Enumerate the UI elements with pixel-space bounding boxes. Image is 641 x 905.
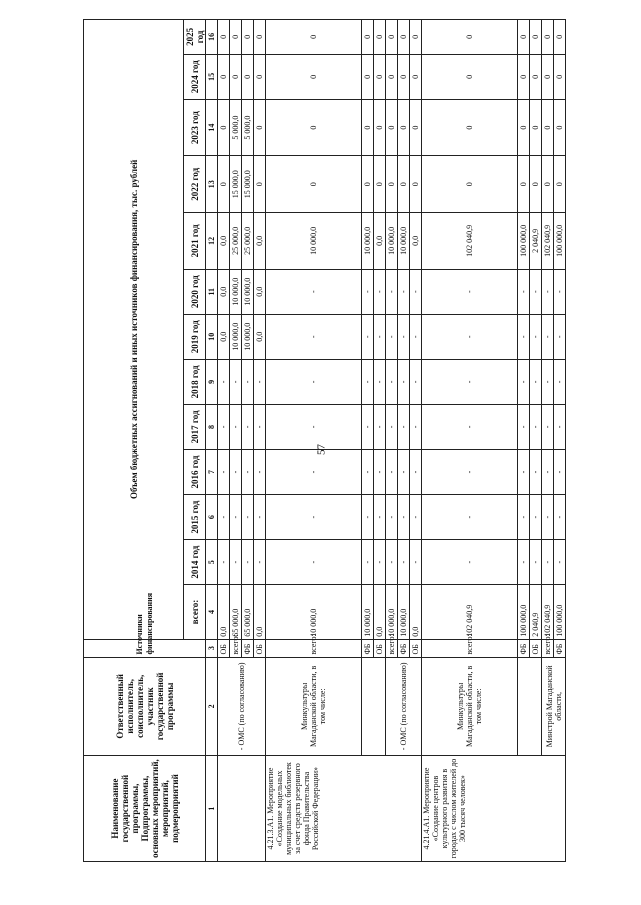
source-cell: всего: bbox=[542, 639, 554, 657]
year-value-cell: 0,0 bbox=[218, 213, 230, 270]
column-number: 14 bbox=[206, 99, 218, 156]
year-value-cell: 5 000,0 bbox=[230, 99, 242, 156]
year-value-cell: 0,0 bbox=[410, 213, 422, 270]
year-value-cell: - bbox=[386, 495, 398, 540]
year-value-cell: 0 bbox=[542, 99, 554, 156]
year-value-cell: - bbox=[410, 495, 422, 540]
column-number: 13 bbox=[206, 156, 218, 213]
year-value-cell: 0 bbox=[266, 156, 362, 213]
year-value-cell: 10 000,0 bbox=[230, 269, 242, 314]
column-number: 1 bbox=[206, 756, 218, 862]
year-value-cell: - bbox=[518, 449, 530, 494]
year-value-cell: 10 000,0 bbox=[242, 314, 254, 359]
year-value-cell: - bbox=[386, 314, 398, 359]
year-value-cell: - bbox=[386, 449, 398, 494]
year-value-cell: - bbox=[266, 449, 362, 494]
year-value-cell: - bbox=[218, 449, 230, 494]
year-value-cell: - bbox=[398, 495, 410, 540]
source-cell: ФБ bbox=[398, 639, 410, 657]
year-value-cell: 0 bbox=[230, 54, 242, 99]
year-value-cell: 0 bbox=[518, 99, 530, 156]
year-value-cell: - bbox=[230, 449, 242, 494]
year-value-cell: - bbox=[530, 314, 542, 359]
year-value-cell: - bbox=[398, 540, 410, 585]
year-value-cell: - bbox=[422, 540, 518, 585]
year-value-cell: 10 000,0 bbox=[242, 269, 254, 314]
year-value-cell: - bbox=[266, 269, 362, 314]
year-value-cell: - bbox=[230, 359, 242, 404]
total-cell: 0,0 bbox=[254, 585, 266, 640]
year-value-cell: - bbox=[266, 404, 362, 449]
year-value-cell: - bbox=[422, 404, 518, 449]
source-cell: всего: bbox=[230, 639, 242, 657]
year-value-cell: - bbox=[554, 269, 566, 314]
column-number: 7 bbox=[206, 449, 218, 494]
column-number: 6 bbox=[206, 495, 218, 540]
executor-cell: - ОМС (по согласованию) bbox=[386, 657, 422, 756]
year-value-cell: 0 bbox=[254, 156, 266, 213]
year-value-cell: - bbox=[266, 314, 362, 359]
total-cell: 0,0 bbox=[410, 585, 422, 640]
year-value-cell: - bbox=[554, 359, 566, 404]
year-value-cell: - bbox=[374, 269, 386, 314]
source-cell: ФБ bbox=[242, 639, 254, 657]
year-value-cell: - bbox=[230, 404, 242, 449]
column-number: 2 bbox=[206, 657, 218, 756]
year-value-cell: - bbox=[254, 495, 266, 540]
year-value-cell: 0 bbox=[242, 54, 254, 99]
column-number: 15 bbox=[206, 54, 218, 99]
year-value-cell: - bbox=[542, 495, 554, 540]
total-cell: 10 000,0 bbox=[398, 585, 410, 640]
year-value-cell: 0 bbox=[542, 54, 554, 99]
year-value-cell: - bbox=[518, 314, 530, 359]
header-source: Источники финансирования bbox=[84, 639, 206, 657]
header-year: 2018 год bbox=[184, 359, 206, 404]
year-value-cell: 0 bbox=[530, 156, 542, 213]
year-value-cell: 0 bbox=[374, 20, 386, 55]
year-value-cell: 0 bbox=[254, 54, 266, 99]
year-value-cell: 0 bbox=[266, 20, 362, 55]
table-row bbox=[218, 20, 230, 862]
year-value-cell: - bbox=[554, 449, 566, 494]
year-value-cell: 0,0 bbox=[254, 269, 266, 314]
source-cell: ФБ bbox=[518, 639, 530, 657]
year-value-cell: 0 bbox=[530, 54, 542, 99]
year-value-cell: 0 bbox=[266, 99, 362, 156]
year-value-cell: 2 040,9 bbox=[530, 213, 542, 270]
year-value-cell: 0,0 bbox=[254, 314, 266, 359]
year-value-cell: 0 bbox=[374, 99, 386, 156]
year-value-cell: - bbox=[398, 314, 410, 359]
year-value-cell: 0 bbox=[218, 20, 230, 55]
source-cell: всего: bbox=[266, 639, 362, 657]
year-value-cell: 15 000,0 bbox=[230, 156, 242, 213]
year-value-cell: - bbox=[374, 449, 386, 494]
year-value-cell: 0 bbox=[410, 99, 422, 156]
source-cell: ОБ bbox=[254, 639, 266, 657]
year-value-cell: 10 000,0 bbox=[362, 213, 374, 270]
header-year: 2025 год bbox=[184, 20, 206, 55]
year-value-cell: - bbox=[374, 314, 386, 359]
year-value-cell: - bbox=[362, 404, 374, 449]
year-value-cell: - bbox=[530, 404, 542, 449]
year-value-cell: - bbox=[422, 449, 518, 494]
year-value-cell: - bbox=[554, 404, 566, 449]
source-cell: ФБ bbox=[362, 639, 374, 657]
year-value-cell: - bbox=[242, 495, 254, 540]
total-cell: 2 040,9 bbox=[530, 585, 542, 640]
year-value-cell: - bbox=[218, 495, 230, 540]
measure-name-cell: 4.21.3.А1. Мероприятие «Создание модельных муниципальных библиотек за счет средств резервного фонда Правительства Российской Федерации» bbox=[266, 756, 422, 862]
year-value-cell: 10 000,0 bbox=[398, 213, 410, 270]
year-value-cell: - bbox=[422, 269, 518, 314]
year-value-cell: - bbox=[266, 495, 362, 540]
year-value-cell: 0 bbox=[386, 20, 398, 55]
table-row bbox=[542, 20, 554, 862]
year-value-cell: 0 bbox=[530, 20, 542, 55]
year-value-cell: - bbox=[542, 540, 554, 585]
year-value-cell: - bbox=[254, 404, 266, 449]
executor-cell: Минкультуры Магаданской области, в том числе: bbox=[422, 657, 518, 756]
column-number-row bbox=[206, 20, 218, 862]
total-cell: 0,0 bbox=[218, 585, 230, 640]
year-value-cell: - bbox=[266, 359, 362, 404]
year-value-cell: 0 bbox=[218, 54, 230, 99]
total-cell: 10 000,0 bbox=[362, 585, 374, 640]
year-value-cell: 0 bbox=[422, 156, 518, 213]
executor-cell: Минстрой Магаданской области, bbox=[542, 657, 566, 756]
executor-cell bbox=[518, 657, 542, 756]
year-value-cell: - bbox=[542, 314, 554, 359]
table-row bbox=[266, 20, 362, 862]
year-value-cell: - bbox=[518, 404, 530, 449]
year-value-cell: 0 bbox=[554, 54, 566, 99]
year-value-cell: 0 bbox=[362, 54, 374, 99]
header-total: всего: bbox=[184, 585, 206, 640]
year-value-cell: - bbox=[242, 359, 254, 404]
year-value-cell: - bbox=[542, 404, 554, 449]
year-value-cell: 0 bbox=[410, 54, 422, 99]
year-value-cell: - bbox=[242, 449, 254, 494]
executor-cell: Минкультуры Магаданской области, в том числе: bbox=[266, 657, 362, 756]
total-cell: 65 000,0 bbox=[242, 585, 254, 640]
total-cell: 102 040,9 bbox=[542, 585, 554, 640]
measure-name-cell: 4.21.4.А1. Мероприятие «Создание центров культурного развития в городах с числом жителей до 300 тысяч человек» bbox=[422, 756, 566, 862]
year-value-cell: - bbox=[542, 449, 554, 494]
total-cell: 10 000,0 bbox=[386, 585, 398, 640]
year-value-cell: 25 000,0 bbox=[242, 213, 254, 270]
year-value-cell: - bbox=[422, 314, 518, 359]
year-value-cell: - bbox=[542, 269, 554, 314]
year-value-cell: - bbox=[242, 404, 254, 449]
source-cell: ОБ bbox=[530, 639, 542, 657]
budget-table bbox=[83, 19, 566, 862]
total-cell: 65 000,0 bbox=[230, 585, 242, 640]
header-year: 2021 год bbox=[184, 213, 206, 270]
header-year: 2023 год bbox=[184, 99, 206, 156]
executor-cell bbox=[362, 657, 386, 756]
header-executor: Ответственный исполнитель, соисполнитель, участник государственной программы bbox=[84, 657, 206, 756]
year-value-cell: - bbox=[218, 404, 230, 449]
year-value-cell: 0 bbox=[554, 20, 566, 55]
column-number: 16 bbox=[206, 20, 218, 55]
year-value-cell: 0 bbox=[218, 99, 230, 156]
column-number: 9 bbox=[206, 359, 218, 404]
year-value-cell: - bbox=[362, 314, 374, 359]
year-value-cell: - bbox=[554, 314, 566, 359]
year-value-cell: 0 bbox=[542, 156, 554, 213]
total-cell: 10 000,0 bbox=[266, 585, 362, 640]
header-year: 2020 год bbox=[184, 269, 206, 314]
year-value-cell: - bbox=[386, 269, 398, 314]
year-value-cell: - bbox=[530, 269, 542, 314]
year-value-cell: 0 bbox=[362, 99, 374, 156]
year-value-cell: - bbox=[398, 269, 410, 314]
year-value-cell: 0 bbox=[362, 20, 374, 55]
source-cell: ФБ bbox=[554, 639, 566, 657]
year-value-cell: 0 bbox=[398, 20, 410, 55]
source-cell: ОБ bbox=[410, 639, 422, 657]
header-year: 2015 год bbox=[184, 495, 206, 540]
year-value-cell: - bbox=[518, 359, 530, 404]
year-value-cell: - bbox=[518, 540, 530, 585]
year-value-cell: 0 bbox=[242, 20, 254, 55]
table-row bbox=[386, 20, 398, 862]
year-value-cell: 0 bbox=[410, 156, 422, 213]
header-funding-title: Объем бюджетных ассигнований и иных источников финансирования, тыс. рублей bbox=[84, 20, 184, 640]
year-value-cell: - bbox=[410, 314, 422, 359]
year-value-cell: 0 bbox=[218, 156, 230, 213]
year-value-cell: - bbox=[386, 404, 398, 449]
year-value-cell: 10 000,0 bbox=[266, 213, 362, 270]
header-year: 2017 год bbox=[184, 404, 206, 449]
page-number: 57 bbox=[315, 444, 328, 455]
year-value-cell: 10 000,0 bbox=[230, 314, 242, 359]
year-value-cell: - bbox=[422, 359, 518, 404]
year-value-cell: - bbox=[386, 540, 398, 585]
source-cell: ОБ bbox=[374, 639, 386, 657]
name-cell bbox=[218, 756, 266, 862]
year-value-cell: 0 bbox=[422, 20, 518, 55]
year-value-cell: 0 bbox=[254, 20, 266, 55]
year-value-cell: 0 bbox=[374, 156, 386, 213]
total-cell: 100 000,0 bbox=[518, 585, 530, 640]
year-value-cell: 0 bbox=[398, 99, 410, 156]
year-value-cell: - bbox=[398, 359, 410, 404]
year-value-cell: - bbox=[542, 359, 554, 404]
year-value-cell: 0,0 bbox=[218, 269, 230, 314]
year-value-cell: 0 bbox=[362, 156, 374, 213]
year-value-cell: 0 bbox=[254, 99, 266, 156]
column-number: 8 bbox=[206, 404, 218, 449]
year-value-cell: 100 000,0 bbox=[518, 213, 530, 270]
year-value-cell: - bbox=[530, 540, 542, 585]
year-value-cell: 0 bbox=[386, 99, 398, 156]
column-number: 12 bbox=[206, 213, 218, 270]
source-cell: всего: bbox=[386, 639, 398, 657]
rotated-page bbox=[83, 19, 641, 862]
header-year: 2024 год bbox=[184, 54, 206, 99]
year-value-cell: - bbox=[410, 404, 422, 449]
header-year: 2022 год bbox=[184, 156, 206, 213]
year-value-cell: - bbox=[242, 540, 254, 585]
year-value-cell: - bbox=[362, 540, 374, 585]
year-value-cell: 0 bbox=[374, 54, 386, 99]
year-value-cell: - bbox=[554, 495, 566, 540]
year-value-cell: 0,0 bbox=[254, 213, 266, 270]
column-number: 5 bbox=[206, 540, 218, 585]
year-value-cell: - bbox=[410, 359, 422, 404]
year-value-cell: - bbox=[374, 540, 386, 585]
year-value-cell: 15 000,0 bbox=[242, 156, 254, 213]
year-value-cell: 0 bbox=[422, 54, 518, 99]
year-value-cell: 0 bbox=[554, 156, 566, 213]
year-value-cell: - bbox=[362, 269, 374, 314]
year-value-cell: - bbox=[374, 495, 386, 540]
year-value-cell: 0,0 bbox=[218, 314, 230, 359]
year-value-cell: 0 bbox=[398, 156, 410, 213]
year-value-cell: 0 bbox=[266, 54, 362, 99]
year-value-cell: 0 bbox=[518, 156, 530, 213]
year-value-cell: 0 bbox=[386, 54, 398, 99]
year-value-cell: 102 040,9 bbox=[422, 213, 518, 270]
table-row bbox=[362, 20, 374, 862]
year-value-cell: - bbox=[410, 269, 422, 314]
year-value-cell: - bbox=[218, 359, 230, 404]
source-cell: всего: bbox=[422, 639, 518, 657]
executor-cell: - ОМС (по согласованию) bbox=[218, 657, 266, 756]
header-year: 2016 год bbox=[184, 449, 206, 494]
year-value-cell: 0 bbox=[422, 99, 518, 156]
column-number: 4 bbox=[206, 585, 218, 640]
year-value-cell: - bbox=[386, 359, 398, 404]
year-value-cell: - bbox=[218, 540, 230, 585]
table-row bbox=[518, 20, 530, 862]
year-value-cell: 0 bbox=[530, 99, 542, 156]
year-value-cell: 25 000,0 bbox=[230, 213, 242, 270]
year-value-cell: - bbox=[518, 495, 530, 540]
total-cell: 0,0 bbox=[374, 585, 386, 640]
year-value-cell: 0 bbox=[518, 20, 530, 55]
year-value-cell: - bbox=[362, 449, 374, 494]
year-value-cell: - bbox=[518, 269, 530, 314]
year-value-cell: 0 bbox=[518, 54, 530, 99]
year-value-cell: 0 bbox=[542, 20, 554, 55]
total-cell: 102 040,9 bbox=[422, 585, 518, 640]
year-value-cell: - bbox=[422, 495, 518, 540]
year-value-cell: - bbox=[362, 495, 374, 540]
source-cell: ОБ bbox=[218, 639, 230, 657]
year-value-cell: 0 bbox=[554, 99, 566, 156]
table-row bbox=[422, 20, 518, 862]
year-value-cell: 0 bbox=[230, 20, 242, 55]
year-value-cell: - bbox=[530, 495, 542, 540]
year-value-cell: - bbox=[374, 404, 386, 449]
year-value-cell: - bbox=[230, 495, 242, 540]
year-value-cell: 100 000,0 bbox=[554, 213, 566, 270]
year-value-cell: 0 bbox=[398, 54, 410, 99]
year-value-cell: - bbox=[254, 540, 266, 585]
column-number: 3 bbox=[206, 639, 218, 657]
year-value-cell: - bbox=[530, 359, 542, 404]
year-value-cell: - bbox=[254, 359, 266, 404]
year-value-cell: - bbox=[398, 404, 410, 449]
total-cell: 100 000,0 bbox=[554, 585, 566, 640]
year-value-cell: - bbox=[374, 359, 386, 404]
year-value-cell: 5 000,0 bbox=[242, 99, 254, 156]
year-value-cell: - bbox=[410, 449, 422, 494]
year-value-cell: - bbox=[266, 540, 362, 585]
year-value-cell: - bbox=[254, 449, 266, 494]
header-year: 2019 год bbox=[184, 314, 206, 359]
year-value-cell: - bbox=[410, 540, 422, 585]
year-value-cell: - bbox=[230, 540, 242, 585]
header-name: Наименование государственной программы, Подпрограммы, основных мероприятий, мероприятий, подмероприятий bbox=[84, 756, 206, 862]
year-value-cell: - bbox=[530, 449, 542, 494]
year-value-cell: - bbox=[554, 540, 566, 585]
year-value-cell: - bbox=[362, 359, 374, 404]
column-number: 10 bbox=[206, 314, 218, 359]
year-value-cell: - bbox=[398, 449, 410, 494]
year-value-cell: 0,0 bbox=[374, 213, 386, 270]
year-value-cell: 0 bbox=[410, 20, 422, 55]
year-value-cell: 102 040,9 bbox=[542, 213, 554, 270]
column-number: 11 bbox=[206, 269, 218, 314]
year-value-cell: 10 000,0 bbox=[386, 213, 398, 270]
header-year: 2014 год bbox=[184, 540, 206, 585]
year-value-cell: 0 bbox=[386, 156, 398, 213]
